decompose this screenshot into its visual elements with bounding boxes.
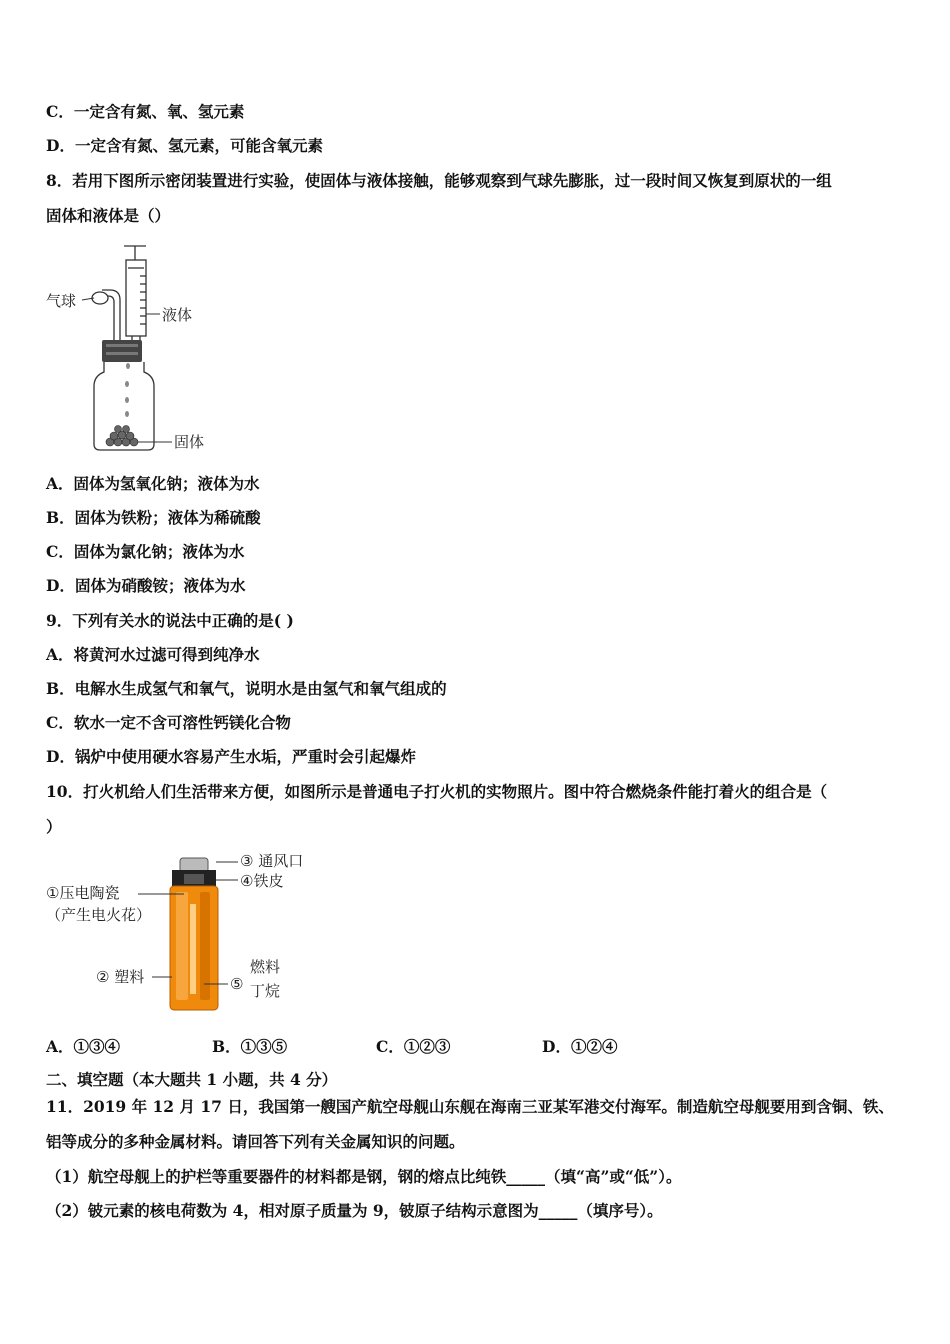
solid-granules: [106, 426, 138, 447]
section2-heading: 二、填空题（本大题共 1 小题，共 4 分）: [46, 1070, 338, 1089]
q10-lighter-figure: [44, 846, 334, 1018]
plastic-label: ② 塑料: [96, 968, 145, 986]
q8-apparatus-figure: [44, 238, 224, 458]
q9-option-c: C．软水一定不含可溶性钙镁化合物: [46, 713, 291, 732]
lighter-body: [170, 886, 218, 1010]
q10-option-b: B．①③⑤: [212, 1037, 288, 1056]
q8-option-b: B．固体为铁粉；液体为稀硫酸: [46, 508, 261, 527]
q10-stem-line2: ）: [46, 817, 62, 836]
q9-option-b: B．电解水生成氢气和氧气，说明水是由氢气和氧气组成的: [46, 679, 447, 698]
q9-option-a: A．将黄河水过滤可得到纯净水: [46, 645, 260, 664]
syringe: [124, 246, 146, 346]
butane-label: 丁烷: [250, 982, 281, 1000]
balloon-tube: [92, 290, 120, 342]
q10-option-c: C．①②③: [376, 1037, 451, 1056]
liquid-label: 液体: [162, 306, 193, 324]
iron-label: ④铁皮: [240, 872, 284, 890]
lighter-head: [172, 858, 216, 886]
q8-option-d: D．固体为硝酸铵；液体为水: [46, 576, 246, 595]
rubber-stopper: [102, 340, 142, 362]
q11-sub-question-2: （2）铍元素的核电荷数为 4，相对原子质量为 9，铍原子结构示意图为_____（填序号）。: [46, 1201, 663, 1220]
q9-stem: 9．下列有关水的说法中正确的是( ): [46, 611, 294, 630]
q8-stem-line2: 固体和液体是（）: [46, 206, 171, 225]
fuel-number: ⑤: [230, 975, 244, 993]
q11-sub-question-1: （1）航空母舰上的护栏等重要器件的材料都是钢，钢的熔点比纯铁_____（填“高”或“低”）。: [46, 1167, 682, 1186]
q7-option-c: C．一定含有氮、氧、氢元素: [46, 102, 245, 121]
spark-label: （产生电火花）: [46, 906, 152, 924]
solid-label: 固体: [174, 433, 205, 451]
ceramic-label: ①压电陶瓷: [46, 884, 120, 902]
vent-label: ③ 通风口: [240, 852, 304, 870]
q10-stem-line1: 10．打火机给人们生活带来方便，如图所示是普通电子打火机的实物照片。图中符合燃烧条件能打着火的组合是（: [46, 782, 828, 801]
q9-option-d: D．锅炉中使用硬水容易产生水垢，严重时会引起爆炸: [46, 747, 416, 766]
q7-option-d: D．一定含有氮、氢元素，可能含氧元素: [46, 136, 323, 155]
q11-stem-line1: 11．2019 年 12 月 17 日，我国第一艘国产航空母舰山东舰在海南三亚某军港交付海军。制造航空母舰要用到含铜、铁、: [46, 1097, 894, 1116]
q11-stem-line2: 铝等成分的多种金属材料。请回答下列有关金属知识的问题。: [46, 1132, 465, 1151]
q10-option-a: A．①③④: [46, 1037, 121, 1056]
fuel-label: 燃料: [250, 958, 281, 976]
q8-option-c: C．固体为氯化钠；液体为水: [46, 542, 245, 561]
q8-stem-line1: 8．若用下图所示密闭装置进行实验，使固体与液体接触，能够观察到气球先膨胀，过一段时间又恢复到原状的一组: [46, 171, 832, 190]
q10-option-d: D．①②④: [542, 1037, 618, 1056]
q8-option-a: A．固体为氢氧化钠；液体为水: [46, 474, 260, 493]
balloon-label: 气球: [46, 292, 77, 310]
liquid-droplets: [125, 363, 130, 417]
